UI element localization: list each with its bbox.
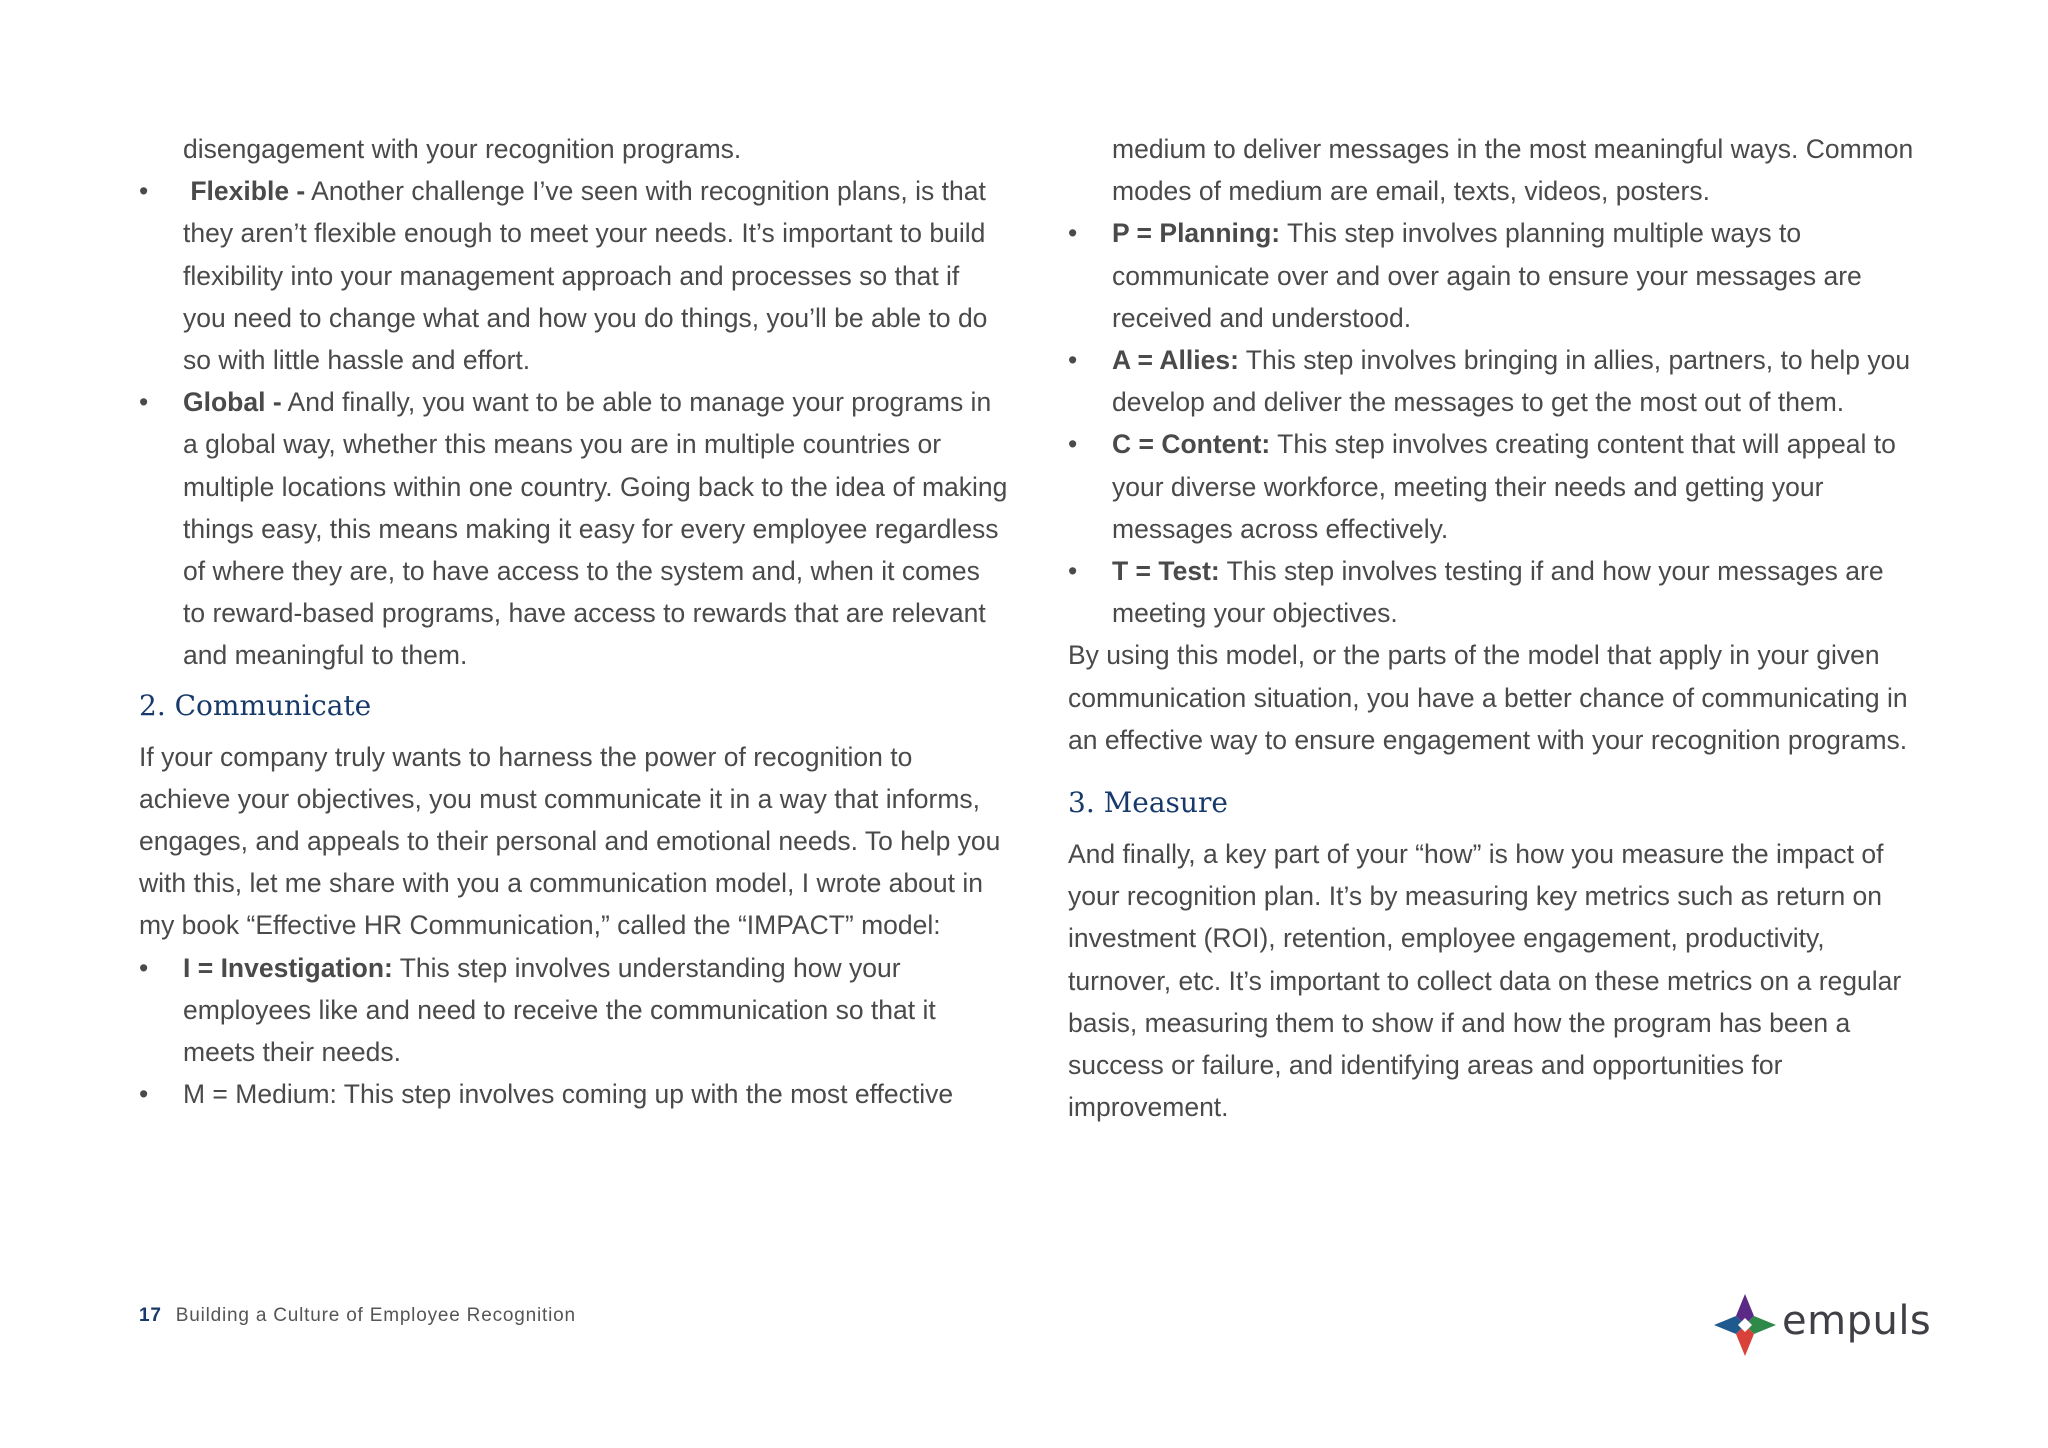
list-item: [139, 1073, 1009, 1115]
list-item-lead: Global -: [183, 387, 282, 418]
list-item-text: And finally, you want to be able to manage your programs in a global way, whether this means you are in multiple countries or multiple locations within one country. Going back to the idea of making things easy, this means making it easy for every employee regardless of where they are, to have access to the system and, when it comes to reward-based programs, have access to rewards that are relevant and meaningful to them.: [183, 387, 1008, 671]
bullet-icon: •: [139, 1079, 149, 1110]
measure-paragraph: And finally, a key part of your “how” is how you measure the impact of your recognition plan. It’s by measuring key metrics such as return on investment (ROI), retention, employee engagement, productivity, turnover, etc. It’s important to collect data on these metrics on a regular basis, measuring them to show if and how the program has been a success or failure, and identifying areas and opportunities for improvement.: [1068, 839, 1902, 1123]
continuation-text: disengagement with your recognition programs.: [183, 134, 742, 164]
communicate-paragraph: If your company truly wants to harness the power of recognition to achieve your objectives, you must communicate it in a way that informs, engages, and appeals to their personal and emotional needs. To help you with this, let me share with you a communication model, I wrote about in my book “Effective HR Communication,” called the “IMPACT” model:: [139, 741, 1001, 941]
model-paragraph: By using this model, or the parts of the model that apply in your given communication situation, you have a better chance of communicating in an effective way to ensure engagement with your recognition programs.: [1068, 640, 1908, 755]
list-item: [1068, 339, 1934, 423]
right-column: [1068, 128, 1934, 1128]
document-title: Building a Culture of Employee Recognition: [175, 1305, 576, 1326]
list-item-text: This step involves planning multiple ways to communicate over and over again to ensure your messages are received and understood.: [1112, 218, 1862, 333]
list-item-lead: P = Planning:: [1112, 218, 1281, 249]
list-item-lead: C = Content:: [1112, 429, 1271, 460]
four-point-star-logo-icon: [1712, 1292, 1778, 1358]
bullet-icon: •: [1068, 556, 1078, 587]
list-item-lead: A = Allies:: [1112, 345, 1239, 376]
list-item: [139, 947, 1009, 1074]
bullet-icon: •: [1068, 345, 1078, 376]
continuation-text: medium to deliver messages in the most meaningful ways. Common modes of medium are email, texts, videos, posters.: [1112, 134, 1914, 207]
section-heading-measure: 3. Measure: [1068, 786, 1228, 820]
list-item: [139, 170, 1009, 381]
list-item: [1068, 550, 1934, 634]
list-item-text: This step involves understanding how your employees like and need to receive the communication so that it meets their needs.: [183, 952, 936, 1068]
bullet-icon: •: [139, 387, 149, 418]
page-number: 17: [139, 1305, 162, 1326]
section-heading-communicate: 2. Communicate: [139, 688, 372, 722]
list-item-text: This step involves bringing in allies, partners, to help you develop and deliver the messages to get the most out of them.: [1112, 345, 1911, 418]
list-item-text: M = Medium: This step involves coming up with the most effective: [183, 1079, 954, 1110]
logo-wordmark: empuls: [1782, 1298, 1932, 1344]
list-item-text: This step involves creating content that will appeal to your diverse workforce, meeting their needs and getting your messages across effectively.: [1112, 429, 1896, 544]
list-item: [139, 381, 1009, 676]
list-item-lead: I = Investigation:: [183, 952, 393, 983]
bullet-icon: •: [139, 952, 149, 983]
page-footer: [139, 1305, 576, 1327]
bullet-icon: •: [1068, 429, 1078, 460]
left-column: [139, 128, 1009, 1115]
empuls-logo: [1712, 1292, 1932, 1362]
list-item: [1068, 212, 1934, 339]
bullet-icon: •: [1068, 218, 1078, 249]
list-item-text: This step involves testing if and how your messages are meeting your objectives.: [1112, 556, 1884, 629]
list-item: [1068, 423, 1934, 550]
list-item-lead: T = Test:: [1112, 556, 1220, 587]
list-item-lead: Flexible -: [190, 176, 306, 207]
list-item-text: Another challenge I’ve seen with recognition plans, is that they aren’t flexible enough to meet your needs. It’s important to build flexibility into your management approach and processes so that if you need to change what and how you do things, you’ll be able to do so with little hassle and effort.: [183, 176, 988, 376]
bullet-icon: •: [139, 176, 149, 207]
